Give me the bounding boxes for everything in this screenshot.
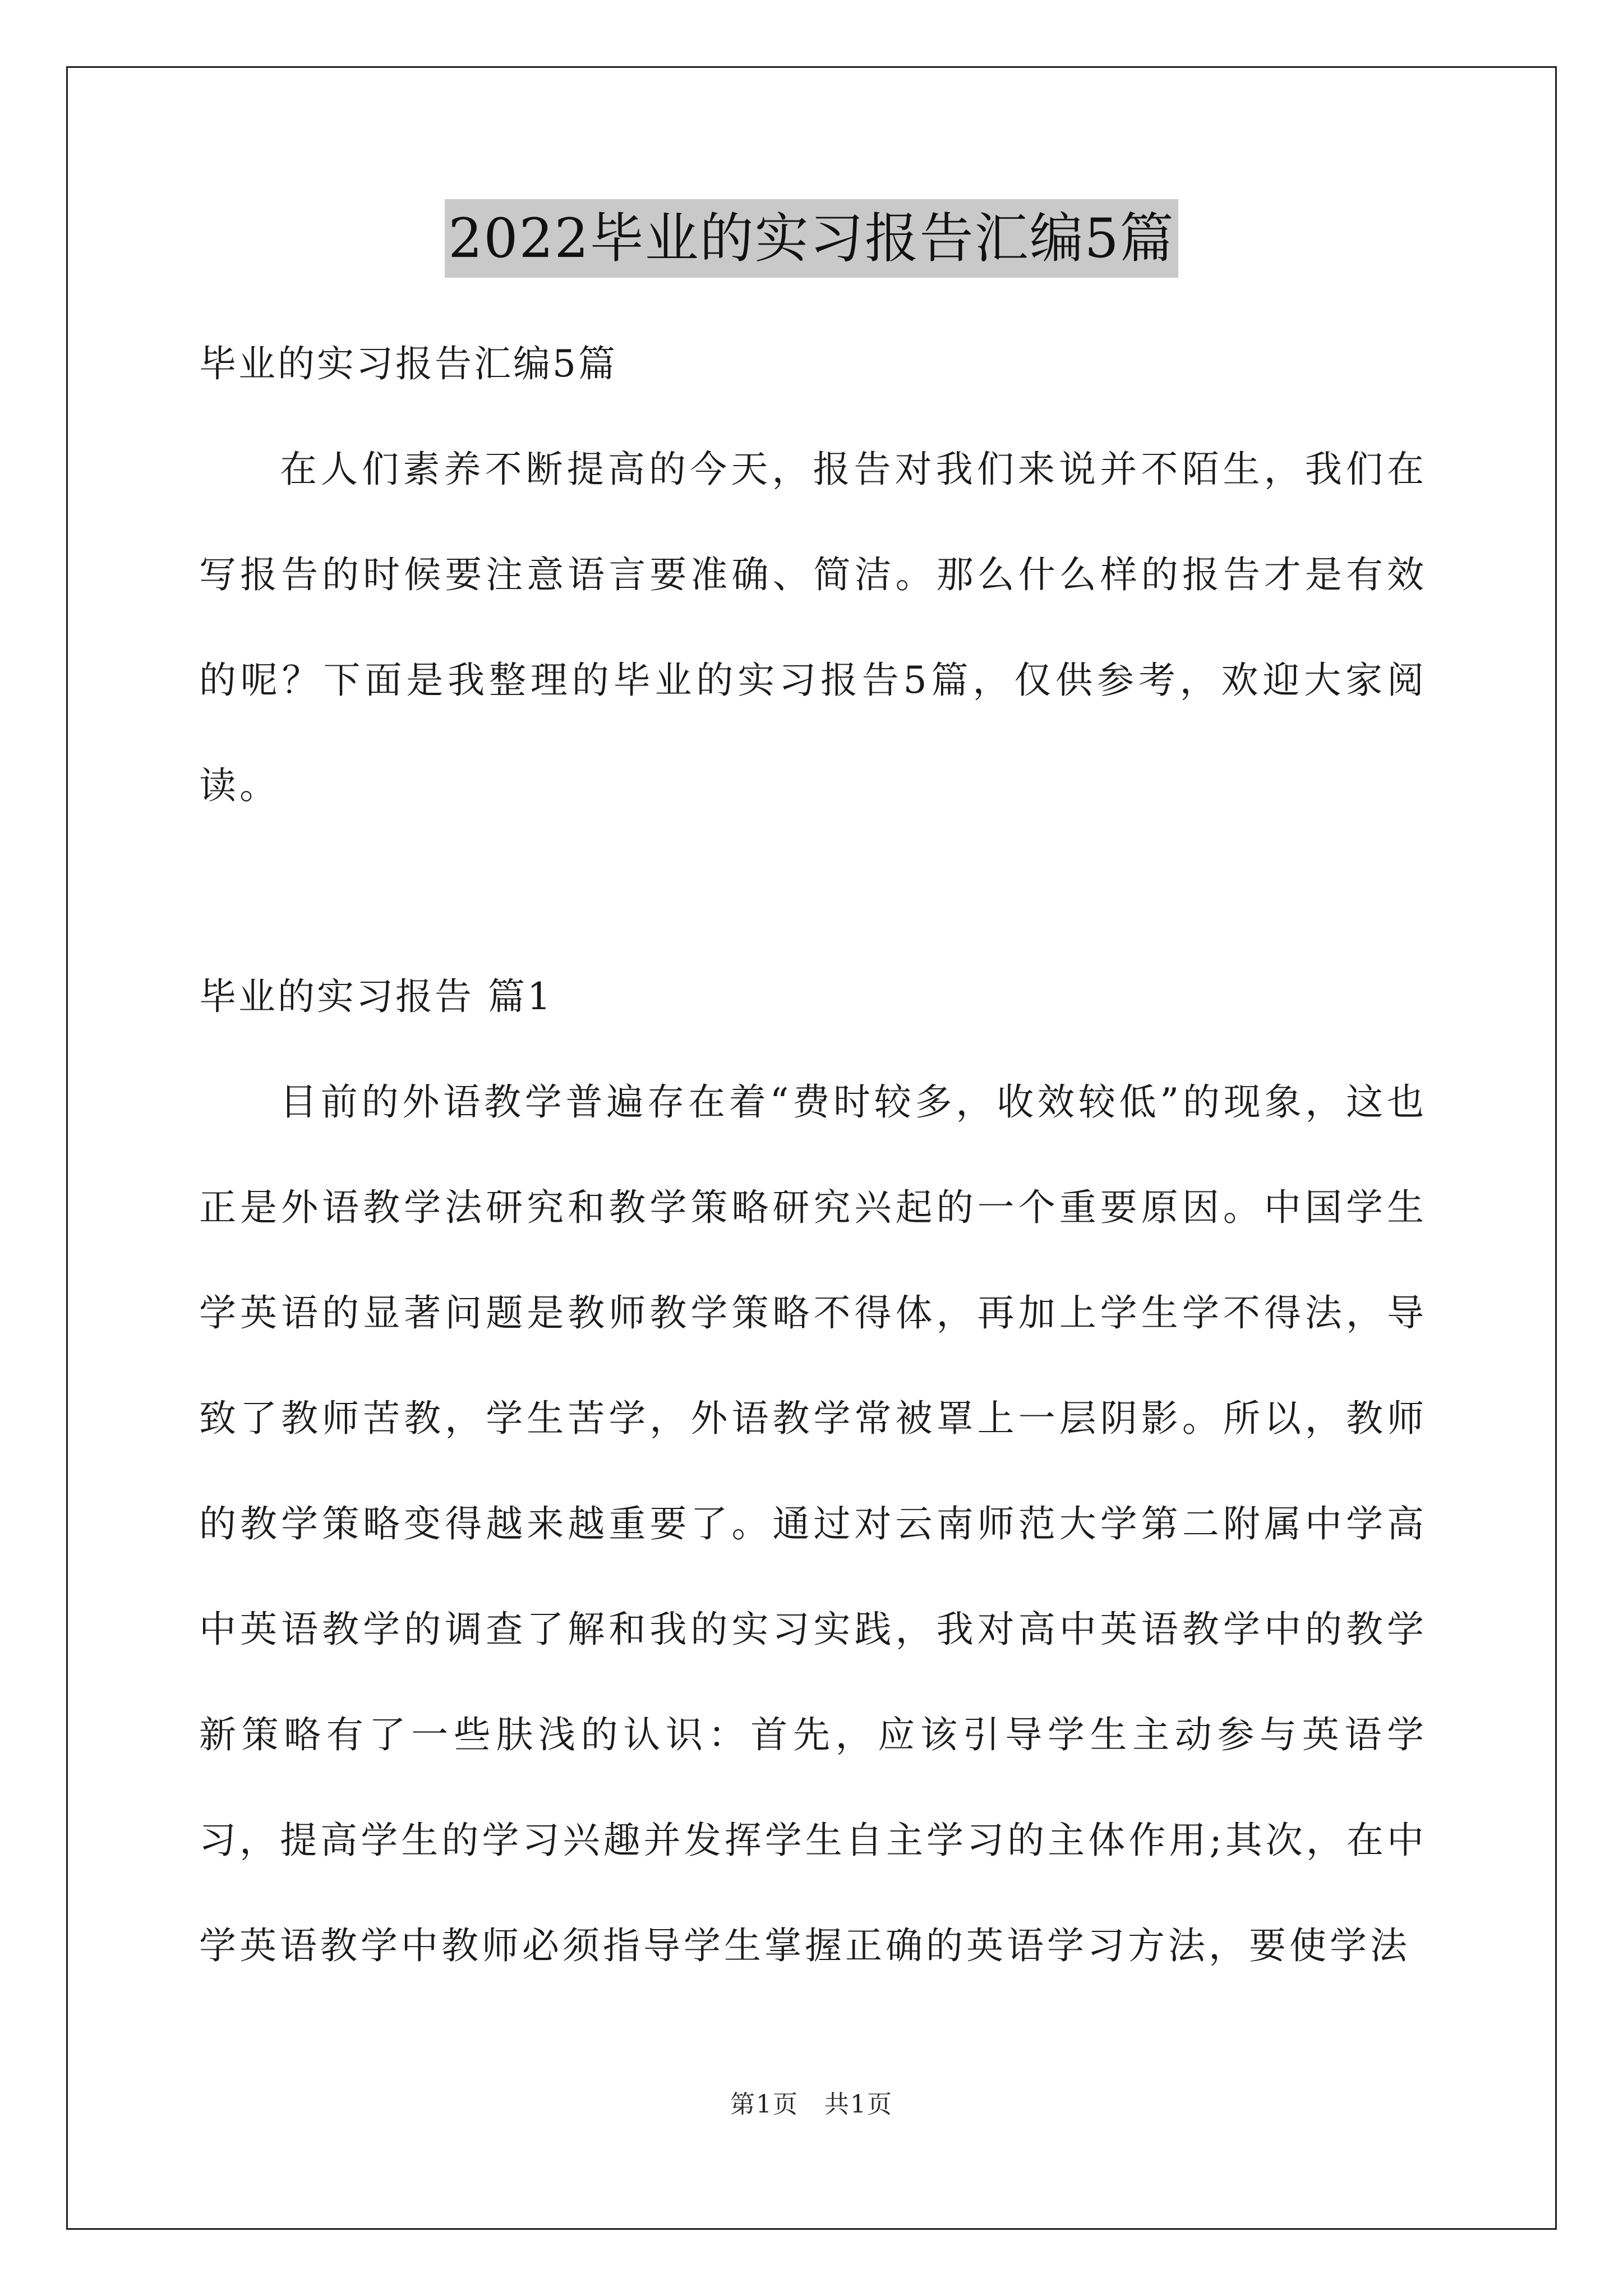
document-subtitle: 毕业的实习报告汇编5篇 (199, 342, 617, 385)
paragraph-gap (199, 839, 1427, 944)
document-title: 2022毕业的实习报告汇编5篇 (445, 199, 1178, 278)
document-body (199, 311, 1427, 1999)
title-container (0, 199, 1623, 278)
page-footer: 第1页 共1页 (730, 2090, 893, 2119)
intro-paragraph: 在人们素养不断提高的今天，报告对我们来说并不陌生，我们在写报告的时候要注意语言要准确、简洁。那么什么样的报告才是有效的呢？下面是我整理的毕业的实习报告5篇，仅供参考，欢迎大家阅读。 (199, 448, 1427, 807)
section-1-paragraph: 目前的外语教学普遍存在着“费时较多，收效较低”的现象，这也正是外语教学法研究和教学策略研究兴起的一个重要原因。中国学生学英语的显著问题是教师教学策略不得体，再加上学生学不得法，导致了教师苦教，学生苦学，外语教学常被罩上一层阴影。所以，教师的教学策略变得越来越重要了。通过对云南师范大学第二附属中学高中英语教学的调查了解和我的实习实践，我对高中英语教学中的教学新策略有了一些肤浅的认识：首先，应该引导学生主动参与英语学习，提高学生的学习兴趣并发挥学生自主学习的主体作用;其次，在中学英语教学中教师必须指导学生掌握正确的英语学习方法，要使学法 (199, 1080, 1427, 1967)
section-1-heading: 毕业的实习报告 篇1 (199, 975, 553, 1018)
